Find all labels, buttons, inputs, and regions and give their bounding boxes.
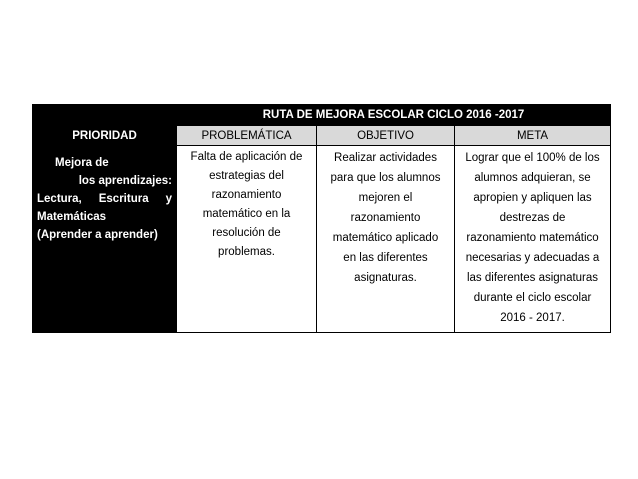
table-title: RUTA DE MEJORA ESCOLAR CICLO 2016 -2017 <box>177 105 611 126</box>
prioridad-line: Mejora de <box>55 157 109 169</box>
meta-line: necesarias y adecuadas a <box>465 252 600 264</box>
meta-cell <box>455 146 611 333</box>
ruta-mejora-table <box>32 104 611 333</box>
meta-line: 2016 - 2017. <box>500 312 565 324</box>
problematica-line: matemático en la <box>202 208 291 220</box>
meta-line: alumnos adquieran, se <box>474 172 591 184</box>
objetivo-line: mejoren el <box>358 192 413 204</box>
header-prioridad: PRIORIDAD <box>33 126 177 146</box>
meta-line: apropien y apliquen las <box>473 192 592 204</box>
objetivo-line: en las diferentes <box>343 252 428 264</box>
problematica-line: problemas. <box>218 246 275 258</box>
objetivo-line: matemático aplicado <box>332 232 439 244</box>
header-meta: META <box>455 126 611 146</box>
prioridad-line: Matemáticas <box>37 211 107 223</box>
prioridad-line: Lectura, Escritura y <box>37 193 172 205</box>
objetivo-line: asignaturas. <box>354 272 417 284</box>
meta-line: las diferentes asignaturas <box>466 272 599 284</box>
problematica-line: razonamiento <box>211 189 282 201</box>
prioridad-cell <box>33 146 177 333</box>
table-title-row <box>33 105 611 126</box>
meta-line: Lograr que el 100% de los <box>465 152 600 164</box>
title-left-blank <box>33 105 177 126</box>
table-row <box>33 146 611 333</box>
meta-line: razonamiento matemático <box>466 232 599 244</box>
prioridad-line: (Aprender a aprender) <box>37 229 158 241</box>
objetivo-line: razonamiento <box>350 212 421 224</box>
meta-line: destrezas de <box>499 212 566 224</box>
problematica-line: estrategias del <box>209 170 284 182</box>
table-header-row <box>33 126 611 146</box>
meta-line: durante el ciclo escolar <box>473 292 592 304</box>
header-objetivo: OBJETIVO <box>317 126 455 146</box>
objetivo-line: para que los alumnos <box>330 172 441 184</box>
objetivo-line: Realizar actividades <box>334 152 437 164</box>
header-problematica: PROBLEMÁTICA <box>177 126 317 146</box>
problematica-line: Falta de aplicación de <box>190 151 303 163</box>
prioridad-line: los aprendizajes: <box>78 175 172 187</box>
problematica-cell <box>177 146 317 333</box>
problematica-line: resolución de <box>212 227 281 239</box>
objetivo-cell <box>317 146 455 333</box>
